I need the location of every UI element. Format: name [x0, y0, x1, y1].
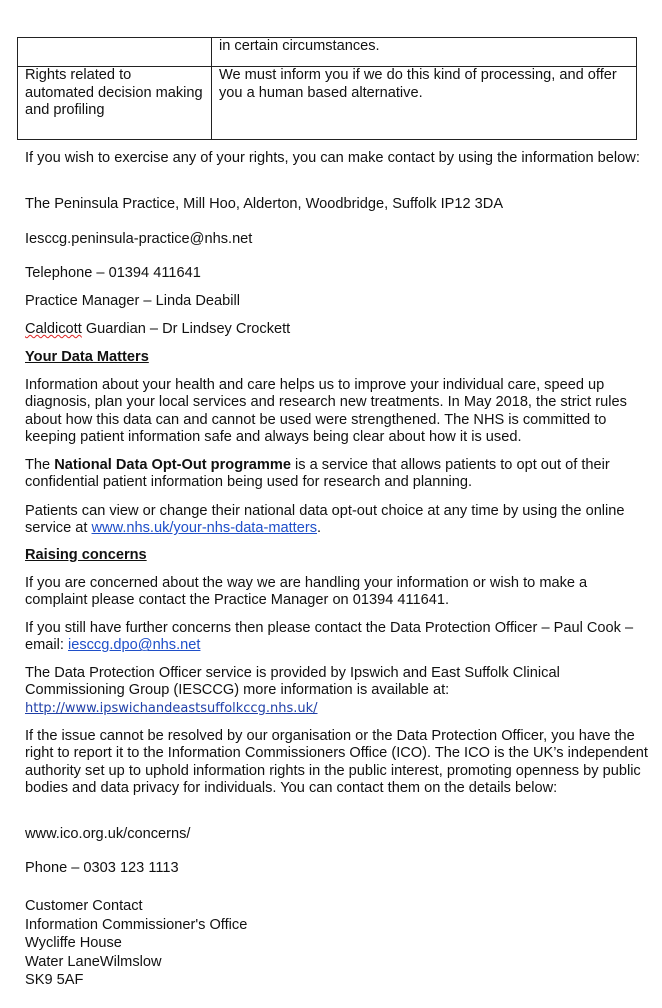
- rights-table: [17, 37, 637, 140]
- practice-manager: Practice Manager – Linda Deabill: [25, 293, 240, 309]
- ico-address-line: SK9 5AF: [25, 972, 84, 989]
- ico-address: [25, 897, 247, 990]
- table-cell-right: in certain circumstances.: [212, 38, 637, 67]
- ico-paragraph: If the issue cannot be resolved by our organisation or the Data Protection Officer, you have the right to report it to the Information Commissioners Office (ICO). The ICO is the UK’s independent authority set up to uphold information rights in the public interest, promoting openness by public bodies and data privacy for individuals. You can contact them on the details below:: [25, 728, 648, 797]
- ico-address-line: Information Commissioner's Office: [25, 916, 248, 933]
- iesccg-website-link[interactable]: http://www.ipswichandeastsuffolkccg.nhs.uk/: [25, 700, 318, 716]
- ico-address-line: Wycliffe House: [25, 935, 122, 952]
- ico-url: www.ico.org.uk/concerns/: [25, 826, 191, 842]
- ico-address-line: Customer Contact: [25, 898, 143, 914]
- practice-email: Iesccg.peninsula-practice@nhs.net: [25, 231, 253, 247]
- data-matters-paragraph: Information about your health and care helps us to improve your individual care, speed up diagnosis, plan your local services and research new treatments. In May 2018, the strict rules about how this data can and cannot be used were strengthened. The NHS is committed to keeping patient information safe and always being clear about how it is used.: [25, 377, 627, 446]
- practice-address: The Peninsula Practice, Mill Hoo, Alderton, Woodbridge, Suffolk IP12 3DA: [25, 196, 504, 212]
- dpo-paragraph: [25, 620, 650, 655]
- caldicott-guardian-rest: Guardian – Dr Lindsey Crockett: [81, 321, 291, 337]
- table-row: [18, 38, 637, 67]
- ico-address-line: Water LaneWilmslow: [25, 953, 162, 970]
- opt-out-choice-suffix: .: [317, 520, 322, 537]
- opt-out-prefix: The: [25, 457, 55, 473]
- table-row: [18, 67, 637, 140]
- opt-out-paragraph: [25, 457, 650, 492]
- opt-out-suffix: is a service that allows patients to opt out of their confidential patient information being used for research and planning.: [25, 457, 610, 491]
- opt-out-choice-paragraph: [25, 503, 650, 538]
- your-data-matters-heading: Your Data Matters: [25, 349, 149, 365]
- dpo-service-text: The Data Protection Officer service is provided by Ipswich and East Suffolk Clinical Commissioning Group (IESCCG) more information is available at:: [25, 665, 560, 699]
- caldicott-guardian: [25, 321, 290, 338]
- table-cell-left: [18, 38, 212, 67]
- opt-out-choice-text: Patients can view or change their national data opt-out choice at any time by using the online service at: [25, 503, 625, 537]
- practice-telephone: Telephone – 01394 411641: [25, 265, 201, 281]
- dpo-email-link[interactable]: iesccg.dpo@nhs.net: [67, 637, 201, 654]
- nhs-data-matters-link[interactable]: www.nhs.uk/your-nhs-data-matters: [91, 520, 317, 537]
- concerns-paragraph: If you are concerned about the way we are handling your information or wish to make a complaint please contact the Practice Manager on 01394 411641.: [25, 575, 588, 609]
- opt-out-programme-name: National Data Opt-Out programme: [54, 457, 291, 473]
- raising-concerns-heading: Raising concerns: [25, 547, 147, 563]
- table-cell-right-name: Rights related to automated decision making and profiling: [18, 67, 212, 140]
- ico-phone: Phone – 0303 123 1113: [25, 860, 179, 876]
- caldicott-word: Caldicott: [25, 321, 82, 337]
- dpo-text: If you still have further concerns then please contact the Data Protection Officer – Paul Cook – email:: [25, 620, 634, 654]
- dpo-service-paragraph: [25, 665, 650, 717]
- contact-intro: If you wish to exercise any of your rights, you can make contact by using the information below:: [25, 150, 640, 166]
- table-cell-right-description: We must inform you if we do this kind of processing, and offer you a human based alternative.: [212, 67, 637, 140]
